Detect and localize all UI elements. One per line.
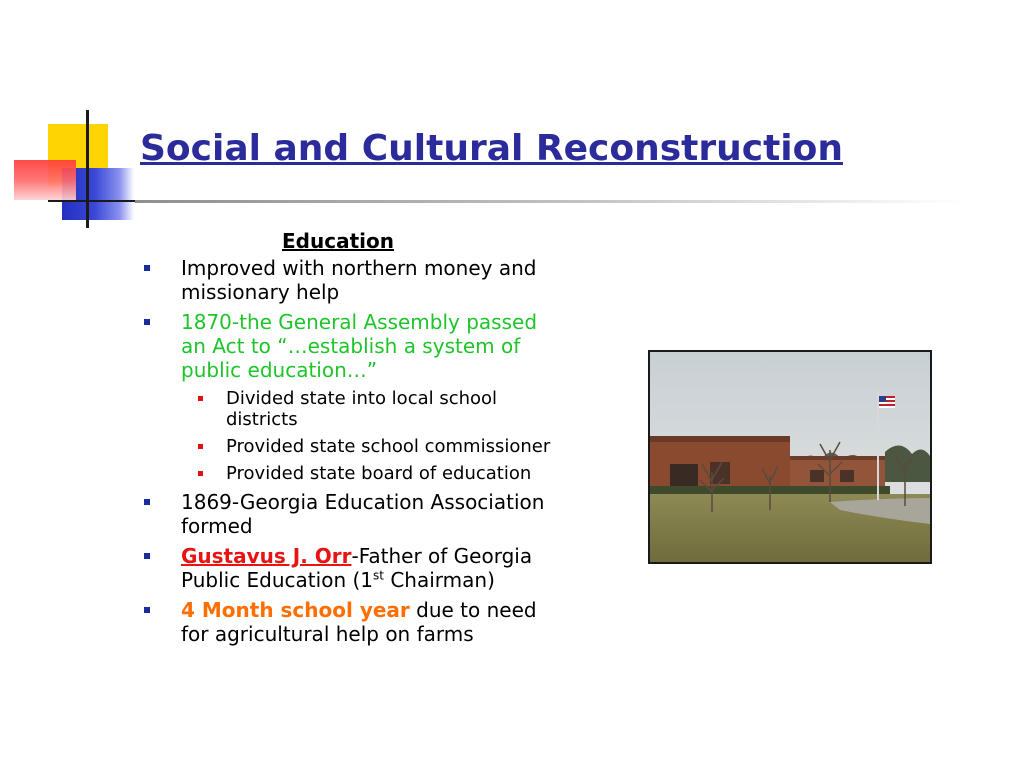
square-bullet-icon (144, 319, 150, 325)
slide-title: Social and Cultural Reconstruction (140, 128, 843, 169)
bullet-item (140, 310, 560, 382)
sub-bullet-item (186, 463, 560, 484)
highlight-text: 4 Month school year (181, 598, 410, 622)
bullet-item (140, 256, 560, 304)
title-underline-rule (135, 200, 965, 203)
sub-bullet-text: Provided state board of education (226, 463, 532, 484)
square-bullet-icon (144, 607, 150, 613)
sub-bullet-text: Divided state into local school districts (226, 388, 498, 430)
bullet-text: 1870-the General Assembly passed an Act to “…establish a system of public education…” (181, 310, 538, 382)
square-bullet-icon (144, 499, 150, 505)
bullet-text: 1869-Georgia Education Association formed (181, 490, 545, 538)
school-photo (648, 350, 932, 564)
bullet-item (140, 490, 560, 538)
bullet-item (140, 598, 560, 646)
superscript: st (373, 568, 384, 583)
square-bullet-icon (198, 444, 203, 449)
square-bullet-icon (198, 396, 203, 401)
logo-red-square (14, 160, 76, 200)
sub-bullet-item (186, 436, 560, 457)
sub-bullet-list (140, 388, 560, 484)
bullet-text-end: Chairman) (390, 568, 495, 592)
person-name: Gustavus J. Orr (181, 544, 352, 568)
square-bullet-icon (144, 553, 150, 559)
flag-icon (879, 396, 895, 408)
logo-horizontal-line (48, 200, 148, 202)
square-bullet-icon (144, 265, 150, 271)
slide-content (140, 228, 560, 652)
square-bullet-icon (198, 471, 203, 476)
bullet-text: due to need for agricultural help on farms (181, 598, 537, 646)
logo-vertical-line (86, 110, 89, 228)
section-heading: Education (282, 229, 394, 253)
bullet-text: Improved with northern money and missionary help (181, 256, 537, 304)
bullet-text: -Father of Georgia Public Education (1 (181, 544, 533, 592)
bullet-item (140, 544, 560, 592)
sub-bullet-text: Provided state school commissioner (226, 436, 551, 457)
sub-bullet-item (186, 388, 560, 430)
